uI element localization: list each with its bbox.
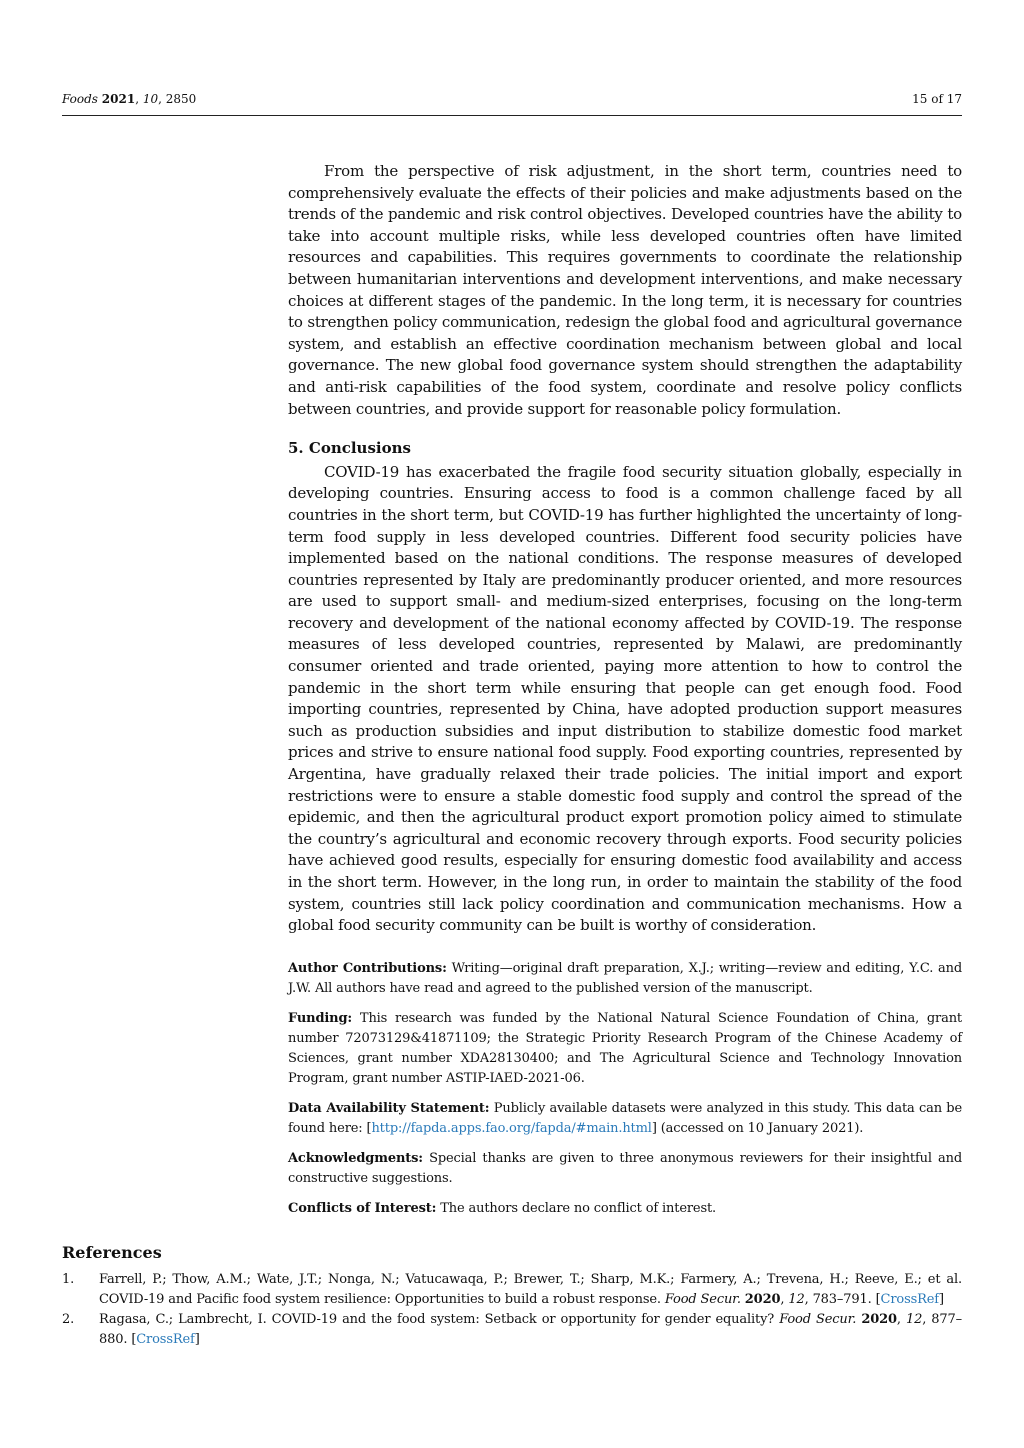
funding-label: Funding: xyxy=(288,1010,353,1026)
references-section xyxy=(62,1242,962,1350)
data-availability-label: Data Availability Statement: xyxy=(288,1100,490,1116)
risk-adjustment-paragraph: From the perspective of risk adjustment, in the short term, countries need to comprehensively evaluate the effects of their policies and make adjustments based on the trends of the pandemic and risk control objectives. Developed countries have the ability to take into account multiple risks, while less developed countries often have limited resources and capabilities. This requires governments to coordinate the relationship between humanitarian interventions and development interventions, and make necessary choices at different stages of the pandemic. In the long term, it is necessary for countries to strengthen policy communication, redesign the global food and agricultural governance system, and establish an effective coordination mechanism between global and local governance. The new global food governance system should strengthen the adaptability and anti-risk capabilities of the food system, coordinate and resolve policy conflicts between countries, and provide support for reasonable policy formulation. xyxy=(288,162,962,418)
author-contributions-label: Author Contributions: xyxy=(288,960,447,976)
acknowledgments xyxy=(288,1149,962,1189)
reference-journal: Food Secur. xyxy=(779,1312,857,1327)
reference-year: 2020 xyxy=(861,1312,897,1327)
acknowledgments-label: Acknowledgments: xyxy=(288,1150,423,1166)
reference-journal: Food Secur. xyxy=(664,1292,741,1307)
funding-text: This research was funded by the National Natural Science Foundation of China, grant number 72073129&41871109; the Strategic Priority Research Program of the Chinese Academy of Sciences, grant number XDA28130400; and The Agricultural Science and Technology Innovation Program, grant number ASTIP-IAED-2021-06. xyxy=(288,1010,963,1086)
reference-volume: 12 xyxy=(905,1312,923,1327)
reference-item: 2. Ragasa, C.; Lambrecht, I. COVID-19 and the food system: Setback or opportunity for gender equality? Food Secur. 2020, 12, 877–880. [CrossRef] xyxy=(62,1312,962,1347)
author-contributions-text: Writing—original draft preparation, X.J.; writing—review and editing, Y.C. and J.W. All authors have read and agreed to the published version of the manuscript. xyxy=(288,960,962,996)
reference-volume: 12 xyxy=(788,1292,805,1307)
journal-citation: Foods 2021, 10, 2850 xyxy=(62,92,197,106)
crossref-link[interactable]: CrossRef xyxy=(136,1332,195,1347)
page-number: 15 of 17 xyxy=(912,92,962,106)
conflicts-text: The authors declare no conflict of interest. xyxy=(440,1200,717,1216)
journal-name: Foods xyxy=(62,92,98,106)
journal-year: 2021 xyxy=(101,92,136,106)
references-heading: References xyxy=(62,1243,162,1262)
reference-number: 1. xyxy=(62,1272,75,1287)
reference-year: 2020 xyxy=(744,1292,781,1307)
reference-authors: Farrell, P.; Thow, A.M.; Wate, J.T.; Nonga, N.; Vatucawaqa, P.; Brewer, T.; Sharp, M.K.; Farmery, A.; Trevena, H.; Reeve, E.; et al. COVID-19 and Pacific food system resilience: Opportunities to build a robust response. xyxy=(99,1272,962,1307)
article-number: 2850 xyxy=(165,92,197,106)
data-availability xyxy=(288,1099,962,1139)
funding xyxy=(288,1009,962,1089)
conclusions-heading: 5. Conclusions xyxy=(288,439,411,458)
conflicts-label: Conflicts of Interest: xyxy=(288,1200,437,1216)
data-availability-link[interactable]: http://fapda.apps.fao.org/fapda/#main.html xyxy=(371,1120,652,1136)
page-header xyxy=(62,90,962,108)
reference-pages: 783–791. xyxy=(812,1292,872,1307)
author-contributions xyxy=(288,959,962,999)
crossref-link[interactable]: CrossRef xyxy=(880,1292,939,1307)
header-rule xyxy=(62,115,962,116)
reference-pages: 877–880. xyxy=(99,1312,962,1347)
reference-number: 2. xyxy=(62,1312,75,1327)
conflicts-of-interest xyxy=(288,1199,962,1219)
reference-authors: Ragasa, C.; Lambrecht, I. COVID-19 and the food system: Setback or opportunity for gender equality? xyxy=(99,1312,775,1327)
data-availability-text: Publicly available datasets were analyzed in this study. This data can be found here: [ xyxy=(288,1100,963,1136)
data-availability-accessed: ] (accessed on 10 January 2021). xyxy=(651,1120,864,1136)
journal-volume: 10 xyxy=(142,92,159,106)
main-column xyxy=(288,161,962,1219)
acknowledgments-text: Special thanks are given to three anonymous reviewers for their insightful and constructive suggestions. xyxy=(288,1150,963,1186)
conclusions-paragraph: COVID-19 has exacerbated the fragile food security situation globally, especially in developing countries. Ensuring access to food is a common challenge faced by all countries in the short term, but COVID-19 has further highlighted the uncertainty of long-term food supply in less developed countries. Different food security policies have implemented based on the national conditions. The response measures of developed countries represented by Italy are predominantly producer oriented, and more resources are used to support small- and medium-sized enterprises, focusing on the long-term recovery and development of the national economy affected by COVID-19. The response measures of less developed countries, represented by Malawi, are predominantly consumer oriented and trade oriented, paying more attention to how to control the pandemic in the short term while ensuring that people can get enough food. Food importing countries, represented by China, have adopted production support measures such as production subsidies and input distribution to stabilize domestic food market prices and strive to ensure national food supply. Food exporting countries, represented by Argentina, have gradually relaxed their trade policies. The initial import and export restrictions were to ensure a stable domestic food supply and control the spread of the epidemic, and then the agricultural product export promotion policy aimed to stimulate the country’s agricultural and economic recovery through exports. Food security policies have achieved good results, especially for ensuring domestic food availability and access in the short term. However, in the long run, in order to maintain the stability of the food system, countries still lack policy coordination and communication mechanisms. How a global food security community can be built is worthy of consideration. xyxy=(288,462,962,935)
reference-item: 1. Farrell, P.; Thow, A.M.; Wate, J.T.; Nonga, N.; Vatucawaqa, P.; Brewer, T.; Sharp, M.K.; Farmery, A.; Trevena, H.; Reeve, E.; et al. COVID-19 and Pacific food system resilience: Opportunities to build a robust response. Food Secur. 2020, 12, 783–791. [CrossRef] xyxy=(62,1272,962,1307)
